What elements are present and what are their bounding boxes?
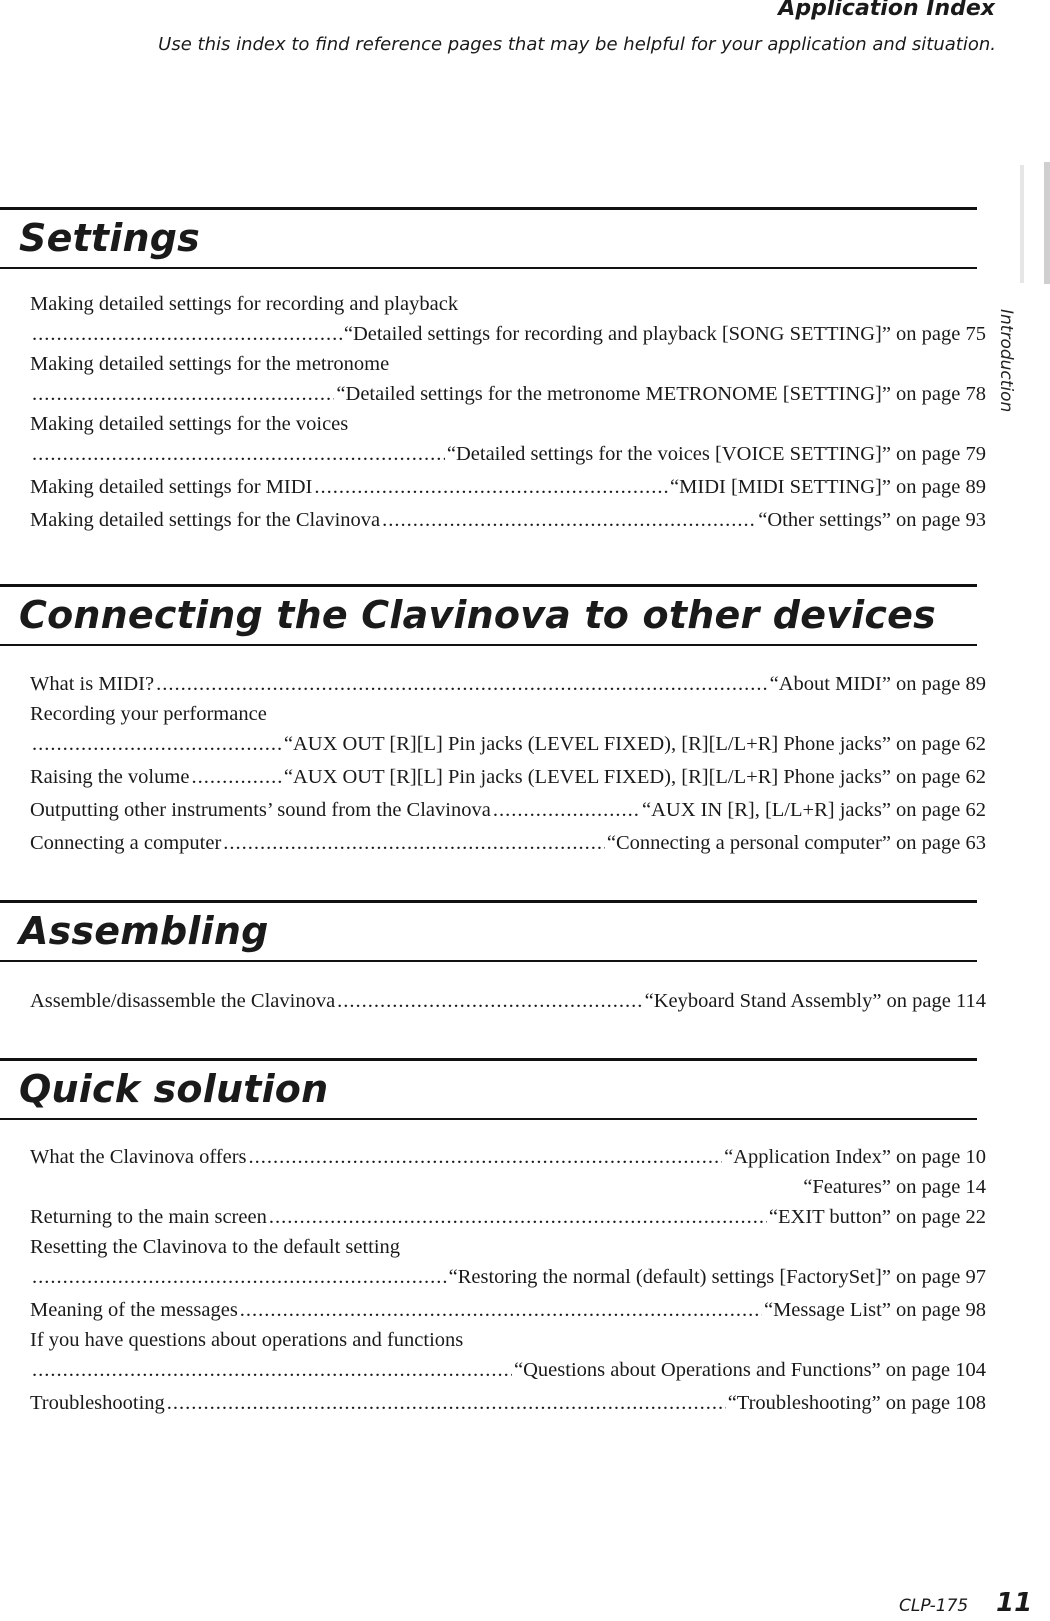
page-reference[interactable]: “Detailed settings for the voices [VOICE SETTING]” on page 79	[446, 443, 986, 465]
page-reference[interactable]: “Other settings” on page 93	[758, 509, 986, 531]
index-entry[interactable]: Making detailed settings for MIDI ..... “MIDI [MIDI SETTING]” on page 89	[30, 471, 986, 504]
connecting-entries	[30, 668, 986, 860]
dot-leader	[32, 318, 342, 351]
page-reference[interactable]: “Connecting a personal computer” on page 63	[606, 832, 986, 854]
index-entry-label-line: Making detailed settings for the metronome	[30, 353, 390, 375]
dot-leader	[32, 438, 445, 471]
page-reference[interactable]: “AUX OUT [R][L] Pin jacks (LEVEL FIXED), [R][L/L+R] Phone jacks” on page 62	[283, 733, 986, 755]
dot-leader	[167, 1387, 726, 1420]
index-entry[interactable]: Returning to the main screen ..... “EXIT button” on page 22	[30, 1201, 986, 1234]
dot-leader	[32, 378, 334, 411]
page-reference[interactable]: “Detailed settings for recording and playback [SONG SETTING]” on page 75	[343, 323, 986, 345]
dot-leader	[32, 1261, 447, 1294]
section-bottom-rule	[0, 644, 977, 646]
index-entry-label-line: Recording your performance	[30, 703, 267, 725]
section-title: Settings	[19, 216, 200, 260]
page-reference[interactable]: “AUX OUT [R][L] Pin jacks (LEVEL FIXED), [R][L/L+R] Phone jacks” on page 62	[283, 766, 986, 788]
section-title: Connecting the Clavinova to other devices	[19, 593, 936, 637]
dot-leader	[493, 794, 640, 827]
index-entry[interactable]: What is MIDI? ..... “About MIDI” on page 89	[30, 668, 986, 701]
index-entry-ref-line[interactable]	[30, 1261, 986, 1294]
index-entry-ref-line[interactable]	[30, 378, 986, 411]
dot-leader	[240, 1294, 762, 1327]
index-entry-ref-line[interactable]	[30, 438, 986, 471]
dot-leader	[382, 504, 756, 537]
footer-model-name: CLP-175	[899, 1596, 969, 1616]
page-reference[interactable]: “EXIT button” on page 22	[768, 1206, 986, 1228]
page-reference[interactable]: “Message List” on page 98	[763, 1299, 986, 1321]
index-entry[interactable]: Making detailed settings for the Clavinova ..... “Other settings” on page 93	[30, 504, 986, 537]
dot-leader	[269, 1201, 767, 1234]
index-entry-extra-ref[interactable]	[30, 1174, 986, 1201]
page-reference[interactable]: “AUX IN [R], [L/L+R] jacks” on page 62	[641, 799, 986, 821]
side-tab-marker-inner	[1020, 165, 1024, 283]
index-entry[interactable]: Meaning of the messages ..... “Message List” on page 98	[30, 1294, 986, 1327]
page-reference[interactable]: “About MIDI” on page 89	[769, 673, 986, 695]
dot-leader	[32, 1354, 512, 1387]
index-entry[interactable]: Connecting a computer ..... “Connecting a personal computer” on page 63	[30, 827, 986, 860]
index-entry-ref-line[interactable]	[30, 318, 986, 351]
dot-leader	[32, 728, 282, 761]
dot-leader	[191, 761, 281, 794]
index-entry-label-line: If you have questions about operations and functions	[30, 1329, 464, 1351]
index-entry-label-line: Resetting the Clavinova to the default setting	[30, 1236, 401, 1258]
section-bottom-rule	[0, 960, 977, 962]
index-entry-ref-line[interactable]	[30, 728, 986, 761]
page-reference[interactable]: “Features” on page 14	[803, 1176, 986, 1198]
page-reference[interactable]: “Application Index” on page 10	[724, 1146, 986, 1168]
page-reference[interactable]: “MIDI [MIDI SETTING]” on page 89	[670, 476, 986, 498]
dot-leader	[337, 985, 642, 1018]
page-reference[interactable]: “Questions about Operations and Functions” on page 104	[514, 1359, 986, 1381]
section-bottom-rule	[0, 267, 977, 269]
section-title: Quick solution	[19, 1067, 329, 1111]
side-tab-label: Introduction	[996, 309, 1016, 413]
page-reference[interactable]: “Restoring the normal (default) settings [FactorySet]” on page 97	[448, 1266, 986, 1288]
page-reference[interactable]: “Detailed settings for the metronome METRONOME [SETTING]” on page 78	[336, 383, 986, 405]
section-bottom-rule	[0, 1118, 977, 1120]
section-quick-solution	[0, 1058, 977, 1120]
index-entry[interactable]: Troubleshooting ..... “Troubleshooting” on page 108	[30, 1387, 986, 1420]
settings-entries	[30, 291, 986, 537]
section-assembling	[0, 900, 977, 962]
index-entry-label-line: Making detailed settings for the voices	[30, 413, 349, 435]
index-entry[interactable]: Raising the volume ..... “AUX OUT [R][L] Pin jacks (LEVEL FIXED), [R][L/L+R] Phone jacks” on page 62	[30, 761, 986, 794]
section-title: Assembling	[19, 909, 269, 953]
side-tab-marker	[1044, 162, 1050, 284]
index-entry[interactable]: Outputting other instruments’ sound from the Clavinova ..... “AUX IN [R], [L/L+R] jacks” on page 62	[30, 794, 986, 827]
dot-leader	[223, 827, 605, 860]
dot-leader	[249, 1141, 723, 1174]
index-entry-ref-line[interactable]	[30, 1354, 986, 1387]
page-reference[interactable]: “Troubleshooting” on page 108	[727, 1392, 986, 1414]
assembling-entries	[30, 985, 986, 1018]
section-settings	[0, 207, 977, 269]
dot-leader	[314, 471, 668, 504]
index-entry[interactable]: Assemble/disassemble the Clavinova ..... “Keyboard Stand Assembly” on page 114	[30, 985, 986, 1018]
dot-leader	[156, 668, 768, 701]
page-header-subtitle: Use this index to find reference pages that may be helpful for your application and situation.	[158, 34, 996, 55]
page-reference[interactable]: “Keyboard Stand Assembly” on page 114	[644, 990, 986, 1012]
index-entry-label-line: Making detailed settings for recording and playback	[30, 293, 459, 315]
index-entry[interactable]: What the Clavinova offers ..... “Application Index” on page 10	[30, 1141, 986, 1174]
page-header-title: Application Index	[778, 0, 995, 21]
quick-solution-entries	[30, 1141, 986, 1420]
section-connecting	[0, 584, 977, 646]
footer-page-number: 11	[996, 1588, 1033, 1618]
